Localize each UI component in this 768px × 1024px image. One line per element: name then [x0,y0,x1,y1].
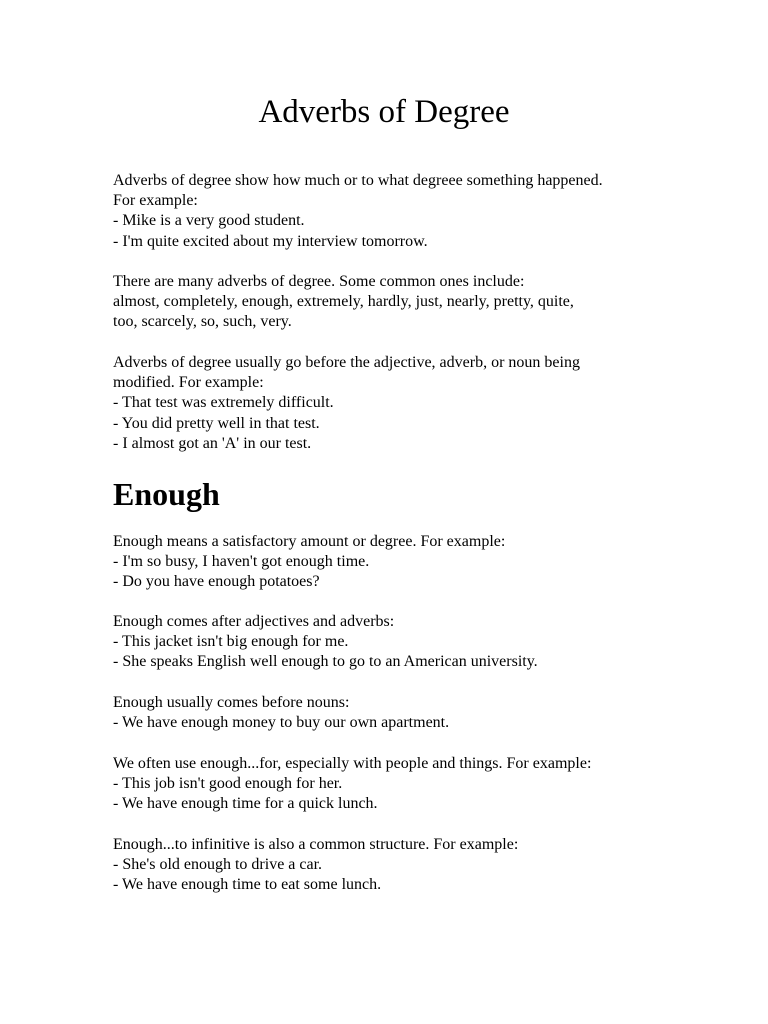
intro-paragraph-definition [113,171,673,252]
enough-paragraph-nouns [113,693,673,733]
example-line: - Do you have enough potatoes? [113,573,320,591]
example-line: - We have enough time to eat some lunch. [113,876,382,894]
text-line: There are many adverbs of degree. Some common ones include: [113,273,525,290]
text-line: too, scarcely, so, such, very. [113,313,292,331]
text-line: modified. For example: [113,374,264,392]
text-line: Adverbs of degree usually go before the adjective, adverb, or noun being [113,354,580,371]
example-line: - She's old enough to drive a car. [113,856,323,874]
intro-paragraph-position [113,353,673,454]
text-line: Adverbs of degree show how much or to what degreee something happened. [113,172,603,189]
text-line: For example: [113,192,198,210]
enough-paragraph-infinitive [113,835,673,896]
enough-paragraph-adjectives [113,612,673,673]
example-line: - Mike is a very good student. [113,212,305,230]
section-heading-enough: Enough [113,476,220,512]
example-line: - I'm so busy, I haven't got enough time. [113,553,370,571]
example-line: - That test was extremely difficult. [113,394,334,412]
enough-paragraph-meaning [113,532,673,593]
example-line: - I almost got an 'A' in our test. [113,434,312,452]
intro-paragraph-common-adverbs [113,272,673,333]
example-line: - This jacket isn't big enough for me. [113,633,349,651]
text-line: Enough...to infinitive is also a common structure. For example: [113,836,519,853]
example-line: - This job isn't good enough for her. [113,775,343,793]
example-line: - We have enough time for a quick lunch. [113,795,378,813]
page-title: Adverbs of Degree [258,94,510,130]
text-line: Enough usually comes before nouns: [113,694,350,711]
text-line: Enough comes after adjectives and adverbs: [113,613,395,630]
example-line: - You did pretty well in that test. [113,414,320,432]
example-line: - She speaks English well enough to go to an American university. [113,653,538,671]
text-line: Enough means a satisfactory amount or degree. For example: [113,533,506,550]
enough-paragraph-for [113,754,673,815]
example-line: - I'm quite excited about my interview tomorrow. [113,232,428,250]
text-line: We often use enough...for, especially with people and things. For example: [113,755,592,772]
example-line: - We have enough money to buy our own apartment. [113,714,450,732]
text-line: almost, completely, enough, extremely, hardly, just, nearly, pretty, quite, [113,293,574,311]
